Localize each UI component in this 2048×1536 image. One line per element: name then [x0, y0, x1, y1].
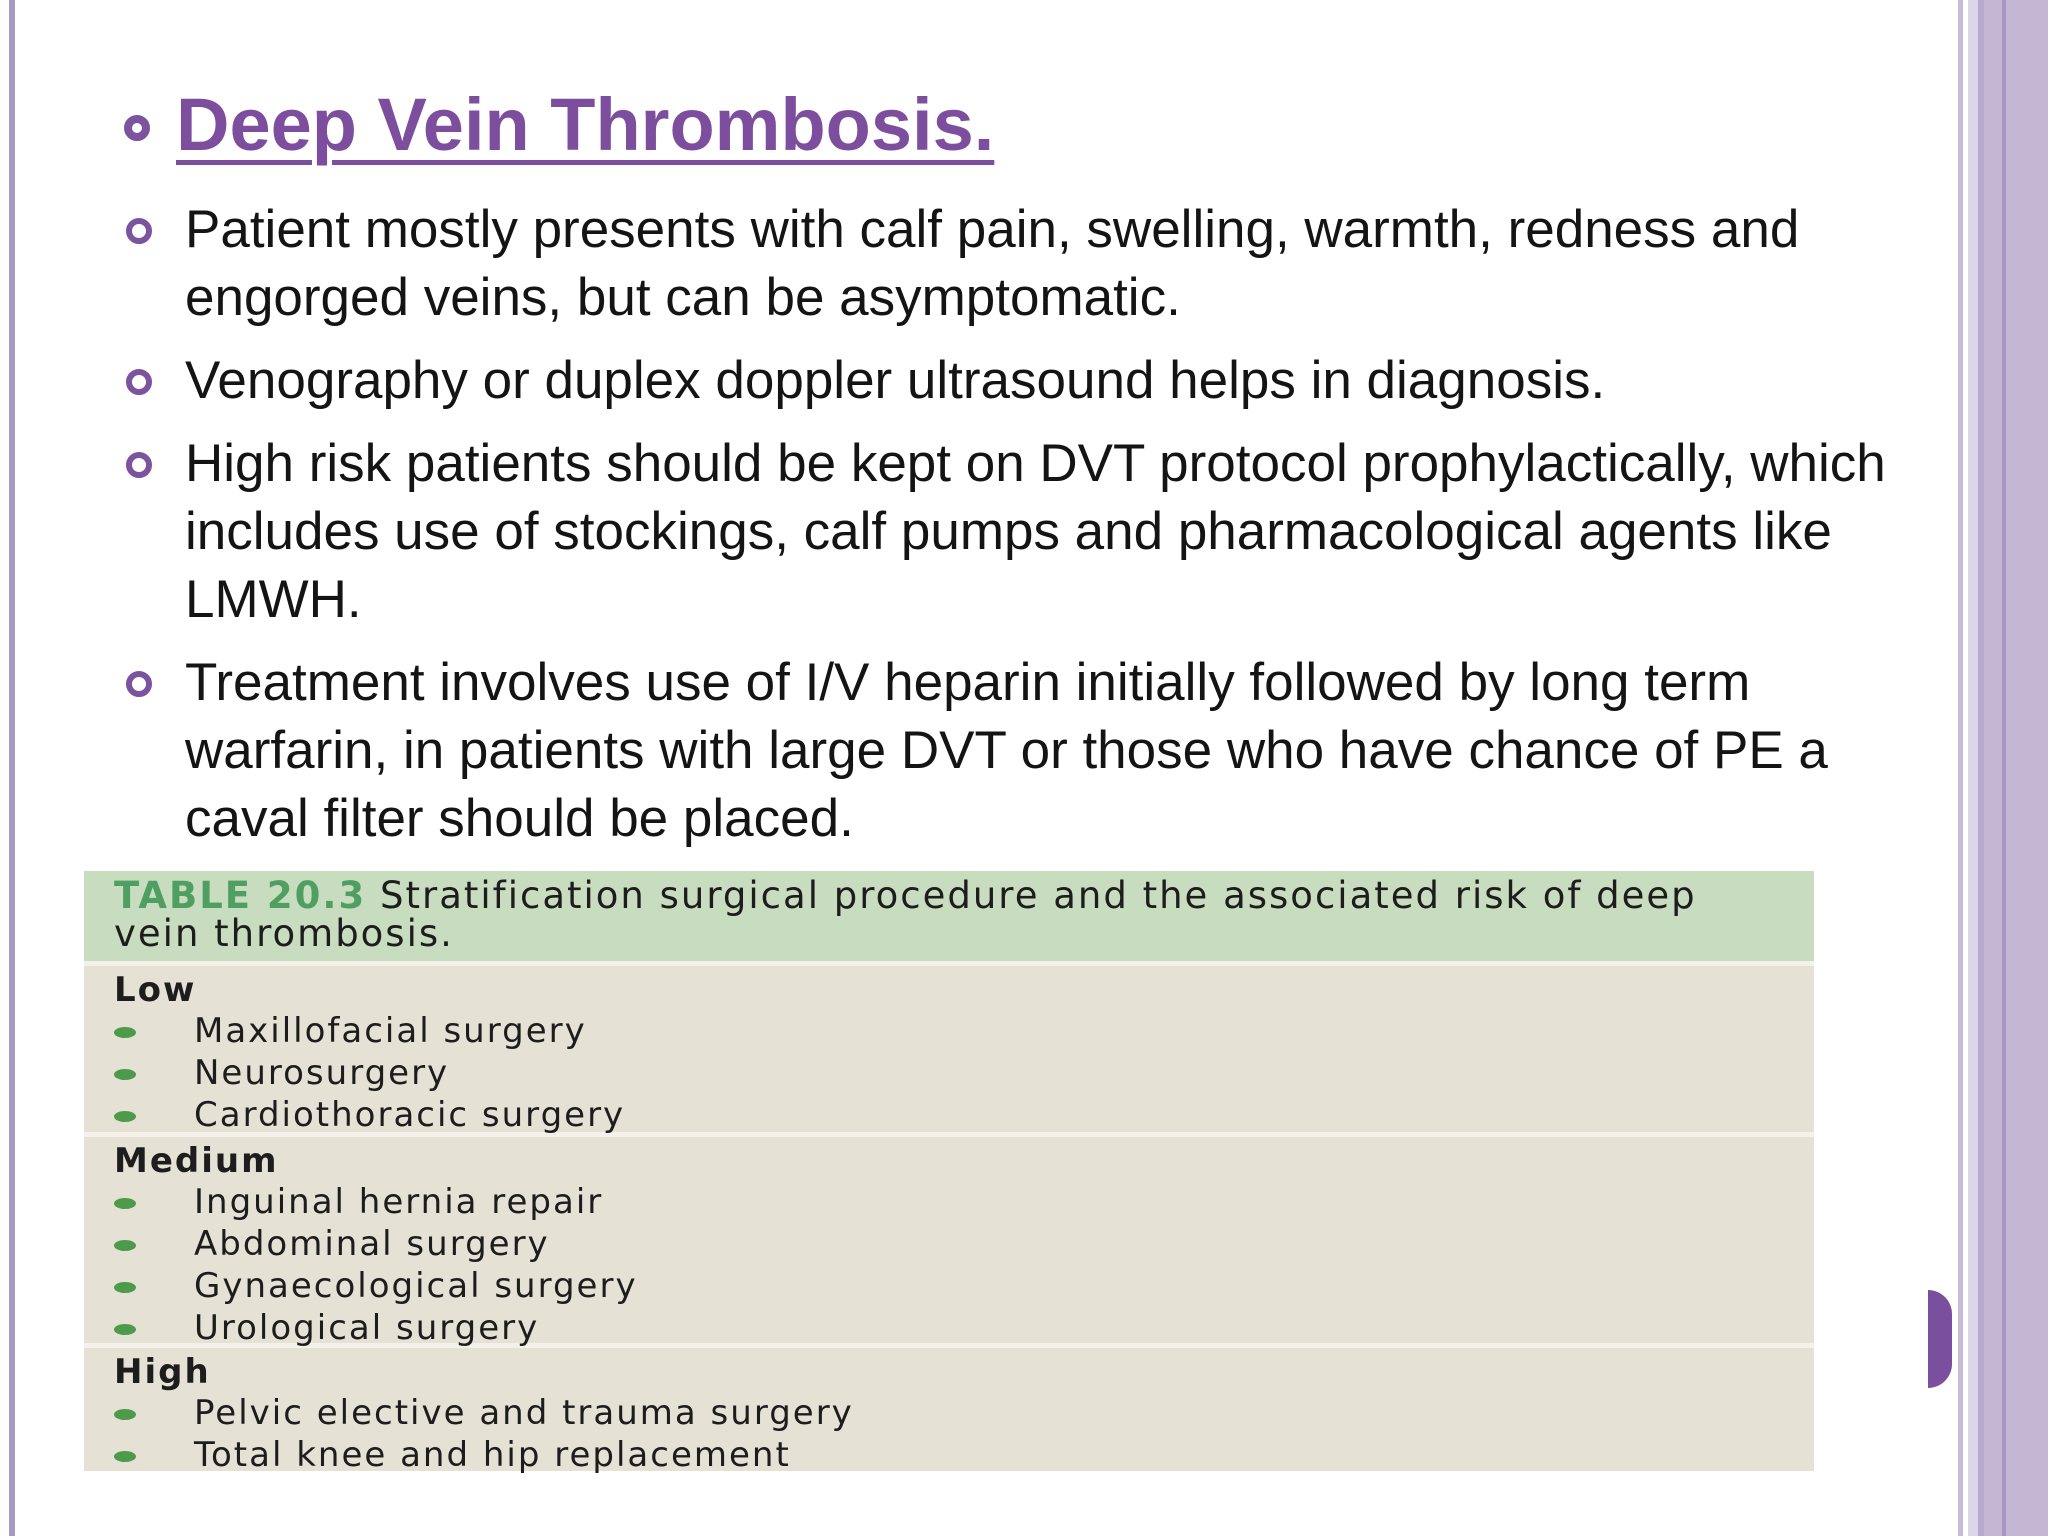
right-border-stripe [1958, 0, 1963, 1536]
risk-section-high [84, 1343, 1814, 1473]
procedure-item: Cardiothoracic surgery [114, 1094, 1784, 1136]
ring-bullet-icon [126, 218, 152, 244]
risk-section-medium [84, 1132, 1814, 1348]
bullet-item [124, 347, 1944, 415]
green-dot-icon [114, 1409, 136, 1420]
green-dot-icon [114, 1198, 136, 1209]
table-number: TABLE 20.3 [114, 874, 367, 917]
right-border-stripe [1968, 0, 1978, 1536]
ring-bullet-icon [124, 115, 150, 141]
procedure-item: Urological surgery [114, 1307, 1784, 1349]
green-dot-icon [114, 1240, 136, 1251]
risk-section-low [84, 961, 1814, 1135]
bullet-item [124, 196, 1944, 332]
procedure-item: Total knee and hip replacement [114, 1434, 1784, 1476]
risk-section-label: Low [114, 970, 197, 1010]
right-border-band [1984, 0, 2048, 1536]
risk-section-label: Medium [114, 1141, 279, 1181]
procedure-list [114, 1010, 1784, 1136]
table-caption-text: Stratification surgical procedure and the associated risk of deep vein thrombosis. [114, 874, 1697, 955]
bullet-list [124, 196, 1944, 868]
procedure-item: Neurosurgery [114, 1052, 1784, 1094]
bullet-text: Venography or duplex doppler ultrasound helps in diagnosis. [185, 351, 1606, 410]
decorative-half-circle [1928, 1290, 1952, 1388]
procedure-list [114, 1181, 1784, 1349]
green-dot-icon [114, 1069, 136, 1080]
ring-bullet-icon [126, 369, 152, 395]
procedure-item: Pelvic elective and trauma surgery [114, 1392, 1784, 1434]
procedure-item: Inguinal hernia repair [114, 1181, 1784, 1223]
green-dot-icon [114, 1282, 136, 1293]
green-dot-icon [114, 1111, 136, 1122]
procedure-item: Gynaecological surgery [114, 1265, 1784, 1307]
green-dot-icon [114, 1027, 136, 1038]
slide-title: Deep Vein Thrombosis. [176, 83, 995, 166]
right-border-stripe [2002, 0, 2006, 1536]
procedure-list [114, 1392, 1784, 1476]
bullet-item [124, 430, 1944, 634]
green-dot-icon [114, 1324, 136, 1335]
bullet-item [124, 649, 1944, 853]
dvt-risk-table [84, 871, 1814, 1475]
left-border-stripe [9, 0, 15, 1536]
procedure-item: Abdominal surgery [114, 1223, 1784, 1265]
bullet-text: High risk patients should be kept on DVT protocol prophylactically, which includes use of stockings, calf pumps and pharmacological agents like LMWH. [185, 434, 1886, 629]
ring-bullet-icon [126, 671, 152, 697]
bullet-text: Patient mostly presents with calf pain, swelling, warmth, redness and engorged veins, but can be asymptomatic. [185, 200, 1800, 327]
table-caption [84, 871, 1814, 961]
bullet-text: Treatment involves use of I/V heparin initially followed by long term warfarin, in patients with large DVT or those who have chance of PE a caval filter should be placed. [185, 653, 1828, 848]
green-dot-icon [114, 1451, 136, 1462]
risk-section-label: High [114, 1352, 211, 1392]
title-row [124, 83, 995, 166]
ring-bullet-icon [126, 452, 152, 478]
procedure-item: Maxillofacial surgery [114, 1010, 1784, 1052]
